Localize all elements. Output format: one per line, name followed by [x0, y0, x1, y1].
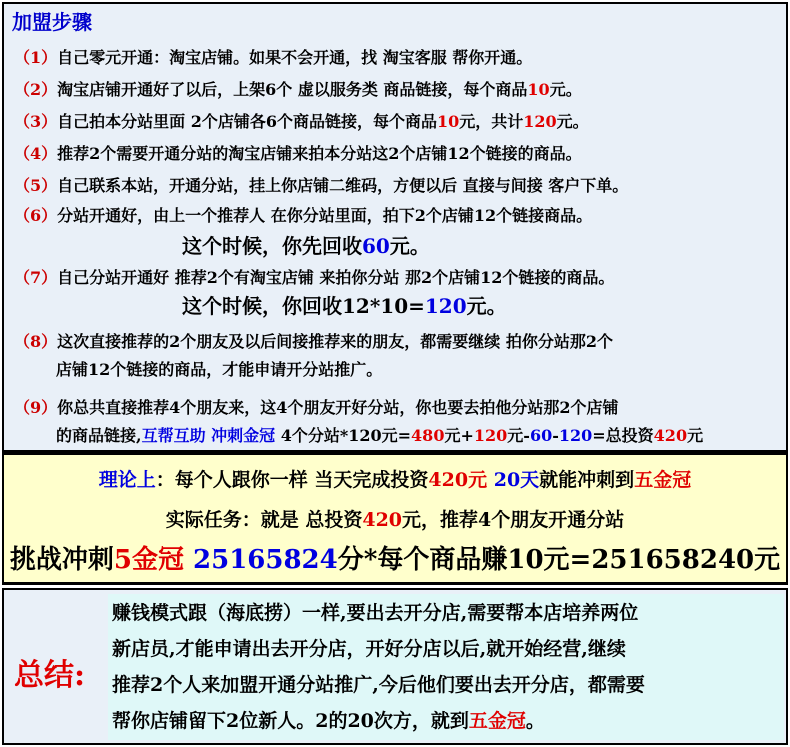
step-8-continued: [56, 362, 382, 378]
theory-line: [4, 471, 786, 490]
step-9-continued: [56, 428, 703, 444]
text-run: 推荐2个需要开通分站的淘宝店铺来拍本分站这2个店铺12个链接的商品。: [57, 144, 582, 163]
steps-title: 加盟步骤: [12, 10, 92, 34]
text-run: -: [552, 426, 559, 445]
step-6: [14, 208, 592, 224]
step-1: [14, 50, 532, 66]
step-2: [14, 82, 582, 98]
text-run: 。: [525, 710, 545, 732]
step-number: （2）: [14, 80, 58, 99]
text-run: ：每个人跟你一样 当天完成投资: [155, 469, 429, 491]
text-run: 分站开通好，由上一个推荐人 在你分站里面，拍下2个店铺12个链接商品。: [57, 206, 593, 225]
theory-panel: [2, 452, 788, 585]
step-6-recoup: [182, 236, 430, 256]
step-number: （4）: [14, 144, 58, 163]
text-run: 帮你店铺留下2位新人。2的20次方，就到: [112, 710, 469, 732]
text-run: 理论上: [98, 469, 156, 491]
challenge-line: [4, 547, 786, 573]
step-3: [14, 114, 589, 130]
step-4: [14, 146, 582, 162]
step-number: （6）: [14, 206, 58, 225]
summary-line: [112, 712, 545, 731]
text-run: 元，推荐4个朋友开通分站: [402, 509, 625, 531]
text-run: 自己零元开通：淘宝店铺。如果不会开通，找 淘宝客服 帮你开通。: [57, 48, 533, 67]
text-run: 自己联系本站，开通分站，挂上你店铺二维码，方便以后 直接与间接 客户下单。: [57, 176, 629, 195]
text-run: 自己分站开通好 推荐2个有淘宝店铺 来拍你分站 那2个店铺12个链接的商品。: [57, 268, 615, 287]
text-run: 元，共计: [459, 112, 524, 131]
step-number: （3）: [14, 112, 58, 131]
task-line: [4, 511, 786, 530]
text-run: 新店员,才能申请出去开分店，开好分店以后,就开始经营,继续: [112, 638, 626, 660]
text-run: 自己拍本分站里面 2个店铺各6个商品链接，每个商品: [57, 112, 437, 131]
text-run: 420: [653, 426, 688, 445]
step-8: [14, 334, 613, 350]
step-number: （8）: [14, 332, 58, 351]
summary-line: [112, 676, 645, 695]
steps-panel: [2, 2, 788, 452]
text-run: 25165824: [193, 545, 338, 575]
text-run: 元。: [556, 112, 589, 131]
text-run: 这个时候，你回收12*10=: [182, 294, 425, 318]
step-5: [14, 178, 628, 194]
text-run: 挑战冲刺: [9, 545, 114, 575]
text-run: 这次直接推荐的2个朋友及以后间接推荐来的朋友，都需要继续 拍你分站那2个: [57, 332, 613, 351]
text-run: 元。: [389, 234, 430, 258]
text-run: [184, 545, 193, 575]
text-run: 五金冠: [634, 469, 692, 491]
text-run: 480: [411, 426, 445, 445]
text-run: 元+: [444, 426, 474, 445]
text-run: 5金冠: [113, 545, 184, 575]
summary-line: [112, 640, 626, 659]
step-number: （1）: [14, 48, 58, 67]
step-number: （7）: [14, 268, 58, 287]
text-run: 的商品链接,: [56, 426, 142, 445]
step-9: [14, 400, 619, 416]
step-7: [14, 270, 614, 286]
summary-text-box: [108, 594, 784, 740]
summary-line: [112, 604, 638, 623]
text-run: =总投资: [592, 426, 654, 445]
text-run: 120: [558, 426, 593, 445]
text-run: 10: [436, 112, 460, 131]
text-run: 120: [424, 294, 467, 318]
text-run: 推荐2个人来加盟开通分站推广,今后他们要出去开分店，都需要: [112, 674, 645, 696]
text-run: 120: [473, 426, 508, 445]
text-run: 就能冲刺到: [539, 469, 635, 491]
text-run: 实际任务：就是 总投资: [165, 509, 363, 531]
text-run: 120: [523, 112, 557, 131]
text-run: 元: [687, 426, 704, 445]
text-run: 420元: [428, 469, 488, 491]
text-run: 店铺12个链接的商品，才能申请开分站推广。: [56, 360, 383, 379]
text-run: 你总共直接推荐4个朋友来，这4个朋友开好分站，你也要去拍他分站那2个店铺: [57, 398, 619, 417]
text-run: 10: [527, 80, 550, 99]
text-run: 元。: [549, 80, 582, 99]
text-run: 淘宝店铺开通好了以后，上架6个 虚以服务类 商品链接，每个商品: [57, 80, 528, 99]
step-number: （5）: [14, 176, 58, 195]
text-run: 五金冠: [468, 710, 526, 732]
text-run: 60: [529, 426, 553, 445]
summary-panel: [2, 588, 788, 745]
text-run: 元-: [507, 426, 530, 445]
text-run: [487, 469, 494, 491]
text-run: 互帮互助 冲刺金冠: [141, 426, 276, 445]
text-run: 这个时候，你先回收: [182, 234, 362, 258]
step-7-recoup: [182, 296, 507, 316]
summary-label: 总结:: [14, 658, 86, 693]
text-run: 4个分站*120元=: [275, 426, 412, 445]
text-run: 分*每个商品赚10元=251658240元: [337, 545, 781, 575]
text-run: 420: [362, 509, 403, 531]
text-run: 赚钱模式跟（海底捞）一样,要出去开分店,需要帮本店培养两位: [112, 602, 639, 624]
text-run: 60: [362, 234, 390, 258]
text-run: 20天: [493, 469, 540, 491]
step-number: （9）: [14, 398, 58, 417]
text-run: 元。: [466, 294, 507, 318]
